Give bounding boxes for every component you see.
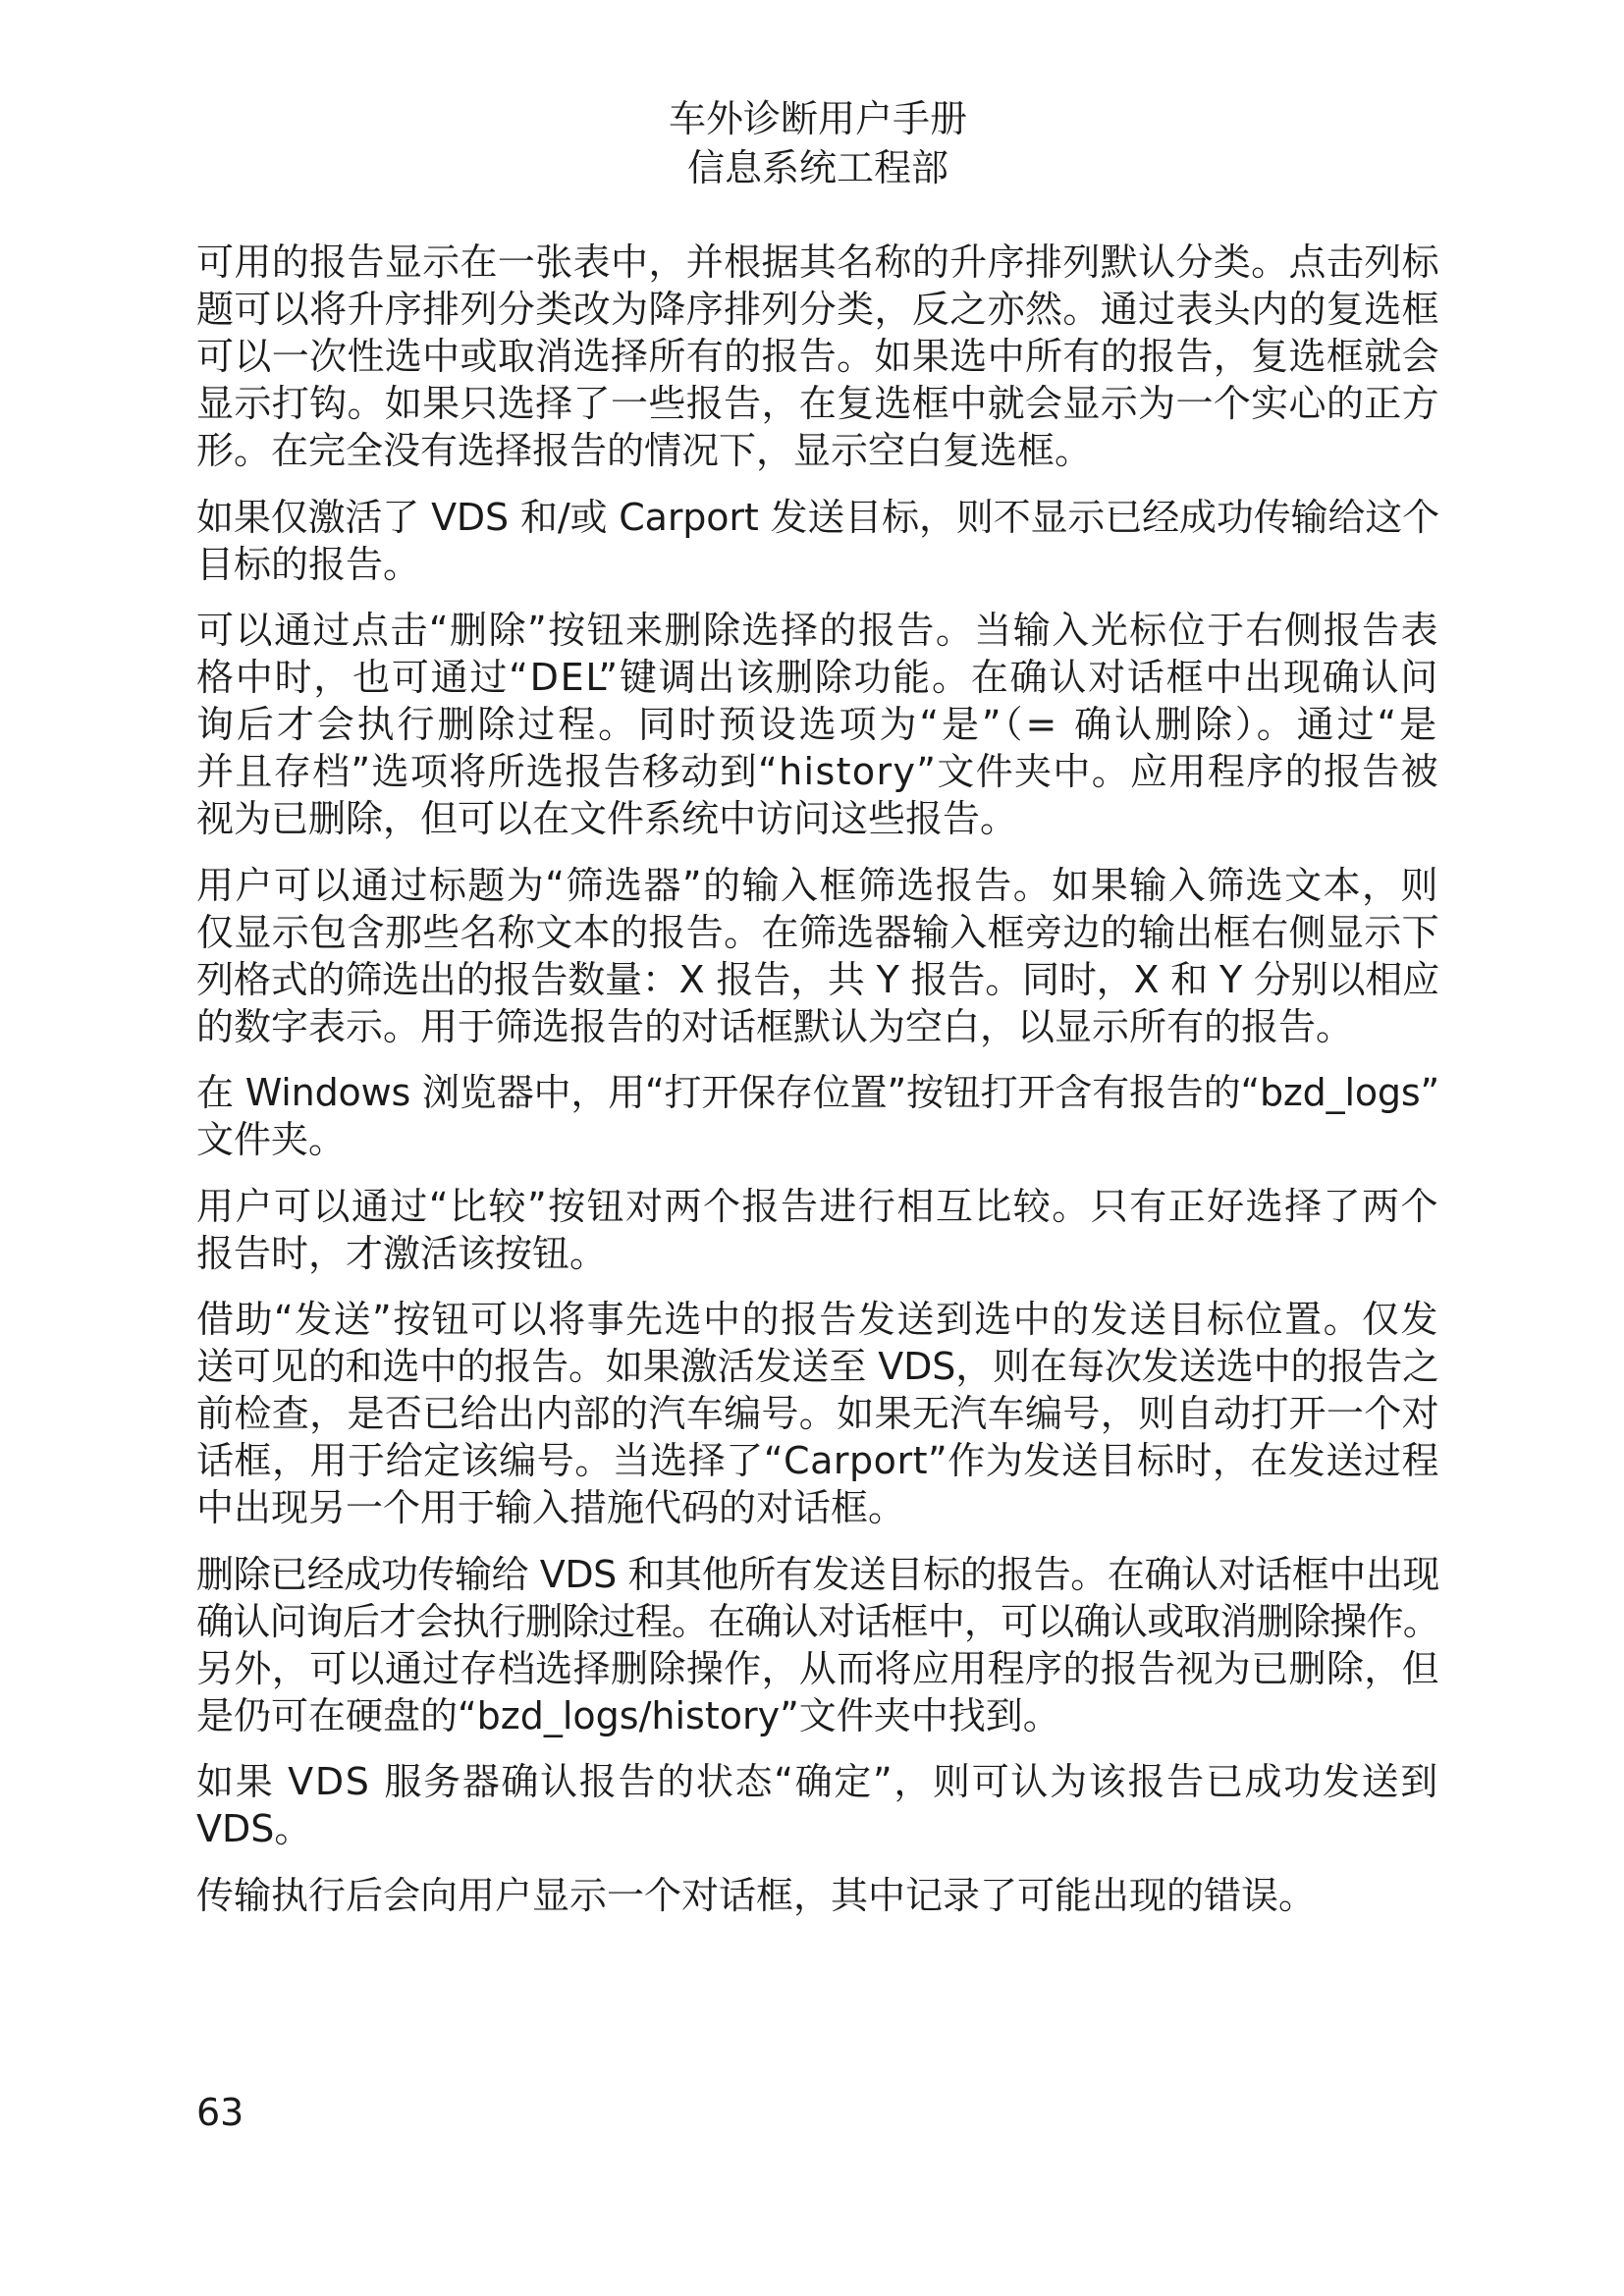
text-line: 前检查，是否已给出内部的汽车编号。如果无汽车编号，则自动打开一个对 [196, 1392, 1439, 1435]
text-line: 题可以将升序排列分类改为降序排列分类，反之亦然。通过表头内的复选框 [196, 288, 1439, 331]
text-line: 传输执行后会向用户显示一个对话框，其中记录了可能出现的错误。 [196, 1873, 1317, 1917]
text-line: 用户可以通过“比较”按钮对两个报告进行相互比较。只有正好选择了两个 [196, 1184, 1439, 1228]
text-line: 显示打钩。如果只选择了一些报告，在复选框中就会显示为一个实心的正方 [196, 382, 1439, 425]
text-line: 目标的报告。 [196, 542, 421, 586]
paragraph [196, 494, 1439, 588]
text-line: 视为已删除，但可以在文件系统中访问这些报告。 [196, 797, 1018, 840]
text-line: 如果仅激活了 VDS 和/或 Carport 发送目标，则不显示已经成功传输给这个 [196, 495, 1439, 539]
text-line: 确认问询后才会执行删除过程。在确认对话框中，可以确认或取消删除操作。 [196, 1599, 1439, 1643]
text-line: 可以通过点击“删除”按钮来删除选择的报告。当输入光标位于右侧报告表 [196, 609, 1439, 652]
page-number: 63 [196, 2091, 244, 2134]
text-line: 可以一次性选中或取消选择所有的报告。如果选中所有的报告，复选框就会 [196, 335, 1439, 378]
text-line: 的数字表示。用于筛选报告的对话框默认为空白，以显示所有的报告。 [196, 1004, 1354, 1048]
text-line: 另外，可以通过存档选择删除操作，从而将应用程序的报告视为已删除，但 [196, 1646, 1439, 1690]
text-line: 询后才会执行删除过程。同时预设选项为“是”（= 确认删除）。通过“是 [196, 703, 1439, 746]
text-line: 在 Windows 浏览器中，用“打开保存位置”按钮打开含有报告的“bzd_logs” [196, 1071, 1439, 1114]
text-line: 并且存档”选项将所选报告移动到“history”文件夹中。应用程序的报告被 [196, 750, 1439, 793]
text-line: 仅显示包含那些名称文本的报告。在筛选器输入框旁边的输出框右侧显示下 [196, 910, 1439, 954]
text-line: VDS。 [196, 1807, 312, 1850]
text-line: 删除已经成功传输给 VDS 和其他所有发送目标的报告。在确认对话框中出现 [196, 1552, 1439, 1596]
paragraph [196, 1551, 1439, 1739]
text-line: 是仍可在硬盘的“bzd_logs/history”文件夹中找到。 [196, 1693, 1060, 1737]
text-line: 格中时，也可通过“DEL”键调出该删除功能。在确认对话框中出现确认问 [196, 656, 1439, 699]
text-line: 话框，用于给定该编号。当选择了“Carport”作为发送目标时，在发送过程 [196, 1439, 1439, 1482]
text-line: 用户可以通过标题为“筛选器”的输入框筛选报告。如果输入筛选文本，则 [196, 863, 1439, 907]
paragraph [196, 862, 1439, 1050]
text-line: 报告时，才激活该按钮。 [196, 1231, 608, 1275]
text-line: 列格式的筛选出的报告数量：X 报告，共 Y 报告。同时，X 和 Y 分别以相应 [196, 957, 1439, 1001]
paragraph [196, 1296, 1439, 1531]
page-header [196, 94, 1439, 192]
paragraph [196, 239, 1439, 474]
department-name: 信息系统工程部 [686, 146, 948, 189]
text-line: 可用的报告显示在一张表中，并根据其名称的升序排列默认分类。点击列标 [196, 240, 1439, 284]
text-line: 如果 VDS 服务器确认报告的状态“确定”，则可认为该报告已成功发送到 [196, 1760, 1439, 1803]
text-line: 借助“发送”按钮可以将事先选中的报告发送到选中的发送目标位置。仅发 [196, 1298, 1439, 1341]
body-text [196, 239, 1439, 1938]
text-line: 文件夹。 [196, 1118, 347, 1161]
paragraph [196, 1069, 1439, 1163]
text-line: 中出现另一个用于输入措施代码的对话框。 [196, 1486, 906, 1529]
text-line: 形。在完全没有选择报告的情况下，显示空白复选框。 [196, 429, 1093, 472]
text-line: 送可见的和选中的报告。如果激活发送至 VDS，则在每次发送选中的报告之 [196, 1345, 1439, 1388]
paragraph [196, 607, 1439, 842]
document-title: 车外诊断用户手册 [668, 97, 967, 140]
paragraph [196, 1758, 1439, 1852]
paragraph [196, 1872, 1439, 1919]
paragraph [196, 1183, 1439, 1277]
